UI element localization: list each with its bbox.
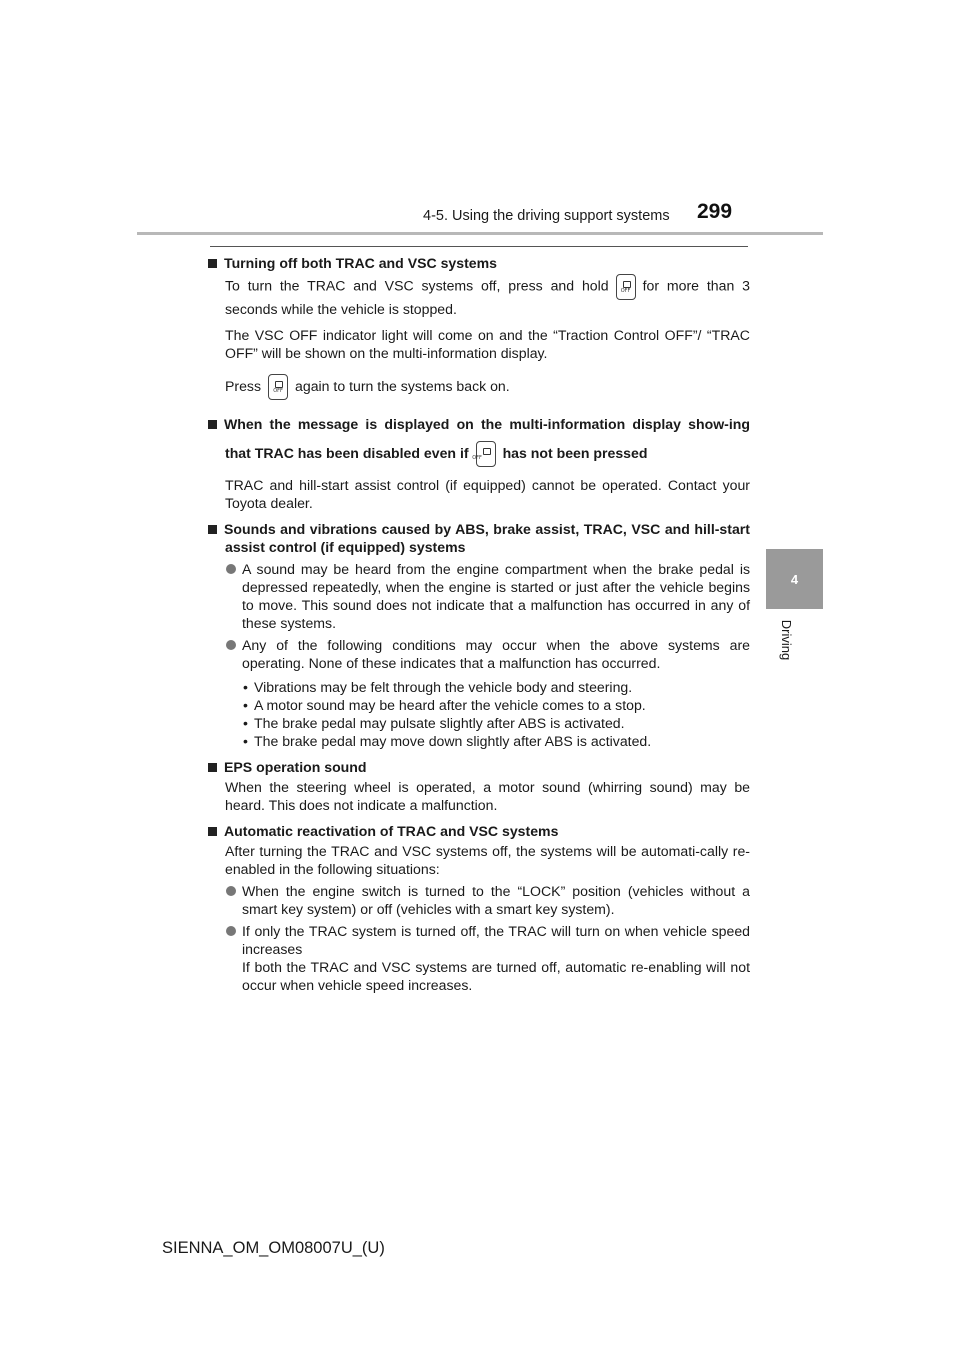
square-bullet-icon xyxy=(208,420,217,429)
vsc-off-switch-icon xyxy=(616,274,636,300)
list-item: Any of the following conditions may occur when the above systems are operating. None of these indicates that a malfunction has occurred. xyxy=(208,636,750,672)
page-number: 299 xyxy=(697,200,733,223)
paragraph: PressOFF again to turn the systems back on. xyxy=(208,370,750,402)
list-item: When the engine switch is turned to the “LOCK” position (vehicles without a smart key system) or off (vehicles with a smart key system). xyxy=(208,882,750,918)
chapter-number: 4 xyxy=(790,571,799,587)
circle-bullet-icon xyxy=(226,886,236,896)
paragraph: To turn the TRAC and VSC systems off, press and holdOFF for more than 3 seconds while the vehicle is stopped. xyxy=(208,274,750,318)
square-bullet-icon xyxy=(208,763,217,772)
page-header xyxy=(0,200,960,230)
document-id: SIENNA_OM_OM08007U_(U) xyxy=(162,1239,385,1257)
circle-bullet-icon xyxy=(226,926,236,936)
sub-list-item: • Vibrations may be felt through the vehicle body and steering. xyxy=(243,679,633,695)
list-item: A sound may be heard from the engine compartment when the brake pedal is depressed repeatedly, when the engine is started or just after the vehicle begins to move. This sound does not indicate that a malfunction has occurred in any of these systems. xyxy=(208,560,750,632)
vsc-off-switch-icon xyxy=(476,441,496,467)
section-heading: When the message is displayed on the multi-information display show-ing that TRAC has been disabled even ifOFF has not been pressed xyxy=(208,410,750,468)
section-heading: EPS operation sound xyxy=(208,758,750,776)
vsc-off-switch-icon xyxy=(268,374,288,400)
square-bullet-icon xyxy=(208,525,217,534)
sub-list-item: • The brake pedal may move down slightly after ABS is activated. xyxy=(243,733,652,749)
sub-list-item: • A motor sound may be heard after the vehicle comes to a stop. xyxy=(243,697,646,713)
section-heading: Sounds and vibrations caused by ABS, brake assist, TRAC, VSC and hill-start assist control (if equipped) systems xyxy=(208,520,750,556)
chapter-tab[interactable] xyxy=(766,549,823,609)
sub-list-item: • The brake pedal may pulsate slightly after ABS is activated. xyxy=(243,715,625,731)
section-heading: Automatic reactivation of TRAC and VSC systems xyxy=(208,822,750,840)
circle-bullet-icon xyxy=(226,564,236,574)
content-divider xyxy=(210,246,748,247)
section-title: 4-5. Using the driving support systems xyxy=(423,208,670,224)
paragraph: TRAC and hill-start assist control (if equipped) cannot be operated. Contact your Toyota dealer. xyxy=(225,477,750,511)
paragraph: The VSC OFF indicator light will come on and the “Traction Control OFF”/ “TRAC OFF” will be shown on the multi-information display. xyxy=(225,327,750,361)
circle-bullet-icon xyxy=(226,640,236,650)
header-divider xyxy=(137,232,823,235)
list-item: If only the TRAC system is turned off, the TRAC will turn on when vehicle speed increases If both the TRAC and VSC systems are turned off, automatic re-enabling will not occur when vehicle speed increases. xyxy=(208,922,750,994)
paragraph: When the steering wheel is operated, a motor sound (whirring sound) may be heard. This does not indicate a malfunction. xyxy=(225,779,750,813)
square-bullet-icon xyxy=(208,827,217,836)
page-content xyxy=(208,254,750,994)
square-bullet-icon xyxy=(208,259,217,268)
section-heading: Turning off both TRAC and VSC systems xyxy=(208,254,750,272)
paragraph: After turning the TRAC and VSC systems off, the systems will be automati-cally re-enabled in the following situations: xyxy=(225,843,750,877)
chapter-label: Driving xyxy=(779,619,794,661)
